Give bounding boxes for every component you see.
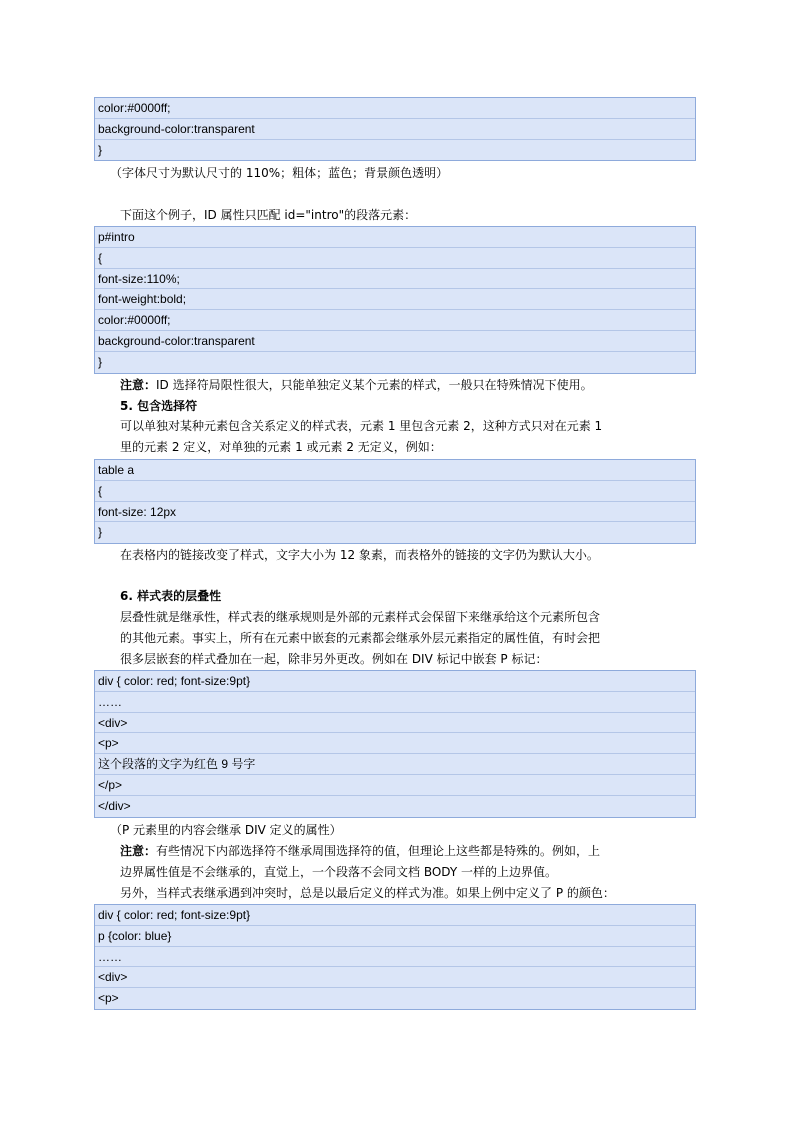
- code-line: }: [98, 142, 103, 157]
- code-line: {: [95, 248, 695, 269]
- text-line: 可以单独对某种元素包含关系定义的样式表，元素 1 里包含元素 2，这种方式只对在元素 1: [120, 419, 603, 433]
- text-line: [120, 841, 676, 862]
- note-label: 注意：: [120, 844, 157, 858]
- code-line: }: [98, 525, 103, 540]
- intro-paragraph: 下面这个例子，ID 属性只匹配 id="intro"的段落元素：: [120, 208, 417, 222]
- code-line: color:#0000ff;: [95, 98, 695, 119]
- text-line: 层叠性就是继承性，样式表的继承规则是外部的元素样式会保留下来继承给这个元素所包含: [120, 610, 601, 624]
- code-line: ……: [95, 692, 695, 713]
- code-line: p {color: blue}: [95, 926, 695, 947]
- note-text: ID 选择符局限性很大，只能单独定义某个元素的样式，一般只在特殊情况下使用。: [156, 378, 593, 392]
- note-paragraph: [120, 375, 680, 396]
- code-block-1: [94, 97, 696, 161]
- text-line: 很多层嵌套的样式叠加在一起，除非另外更改。例如在 DIV 标记中嵌套 P 标记：: [120, 651, 548, 666]
- code-block-5: [94, 904, 696, 1010]
- code-line: <p>: [95, 733, 695, 754]
- code-line: }: [98, 354, 103, 369]
- code-line: 这个段落的文字为红色 9 号字: [95, 754, 695, 775]
- code-line: <div>: [95, 713, 695, 734]
- code-line: table a: [95, 460, 695, 481]
- code-line: font-weight:bold;: [95, 289, 695, 310]
- text-line: 的其他元素。事实上，所有在元素中嵌套的元素都会继承外层元素指定的属性值，有时会把: [120, 630, 601, 645]
- code-line: <div>: [95, 967, 695, 988]
- caption-note: （P 元素里的内容会继承 DIV 定义的属性）: [110, 823, 342, 837]
- code-line: {: [95, 481, 695, 502]
- text-line: 里的元素 2 定义，对单独的元素 1 或元素 2 无定义，例如：: [120, 439, 442, 454]
- caption-note: （字体尺寸为默认尺寸的 110%；粗体；蓝色；背景颜色透明）: [110, 166, 449, 180]
- code-block-3: [94, 459, 696, 544]
- explanation-paragraph: 在表格内的链接改变了样式，文字大小为 12 象素，而表格外的链接的文字仍为默认大小。: [120, 548, 599, 562]
- note-block: [120, 841, 676, 883]
- code-block-2: [94, 226, 696, 374]
- note-text: 有些情况下内部选择符不继承周围选择符的值，但理论上这些都是特殊的。例如，上: [156, 844, 601, 858]
- code-line: font-size: 12px: [95, 502, 695, 523]
- code-line: div { color: red; font-size:9pt}: [95, 905, 695, 926]
- code-line: </p>: [95, 775, 695, 796]
- code-line: background-color:transparent: [95, 119, 695, 140]
- section-5-heading: 5. 包含选择符: [120, 399, 198, 413]
- explanation-paragraph: 另外，当样式表继承遇到冲突时，总是以最后定义的样式为准。如果上例中定义了 P 的颜色：: [120, 886, 615, 900]
- code-line: background-color:transparent: [95, 331, 695, 352]
- code-line: div { color: red; font-size:9pt}: [95, 671, 695, 692]
- code-line: ……: [95, 947, 695, 968]
- code-line: </div>: [98, 798, 131, 813]
- code-line: font-size:110%;: [95, 269, 695, 290]
- section-6-heading: 6. 样式表的层叠性: [120, 589, 222, 603]
- section-6-body: [120, 607, 676, 669]
- code-line: color:#0000ff;: [95, 310, 695, 331]
- section-5-body: [120, 416, 676, 458]
- code-block-4: [94, 670, 696, 818]
- note-label: 注意：: [120, 378, 157, 392]
- code-line: p#intro: [95, 227, 695, 248]
- code-line: <p>: [98, 991, 119, 1006]
- text-line: 边界属性值是不会继承的，直觉上，一个段落不会同文档 BODY 一样的上边界值。: [120, 864, 558, 879]
